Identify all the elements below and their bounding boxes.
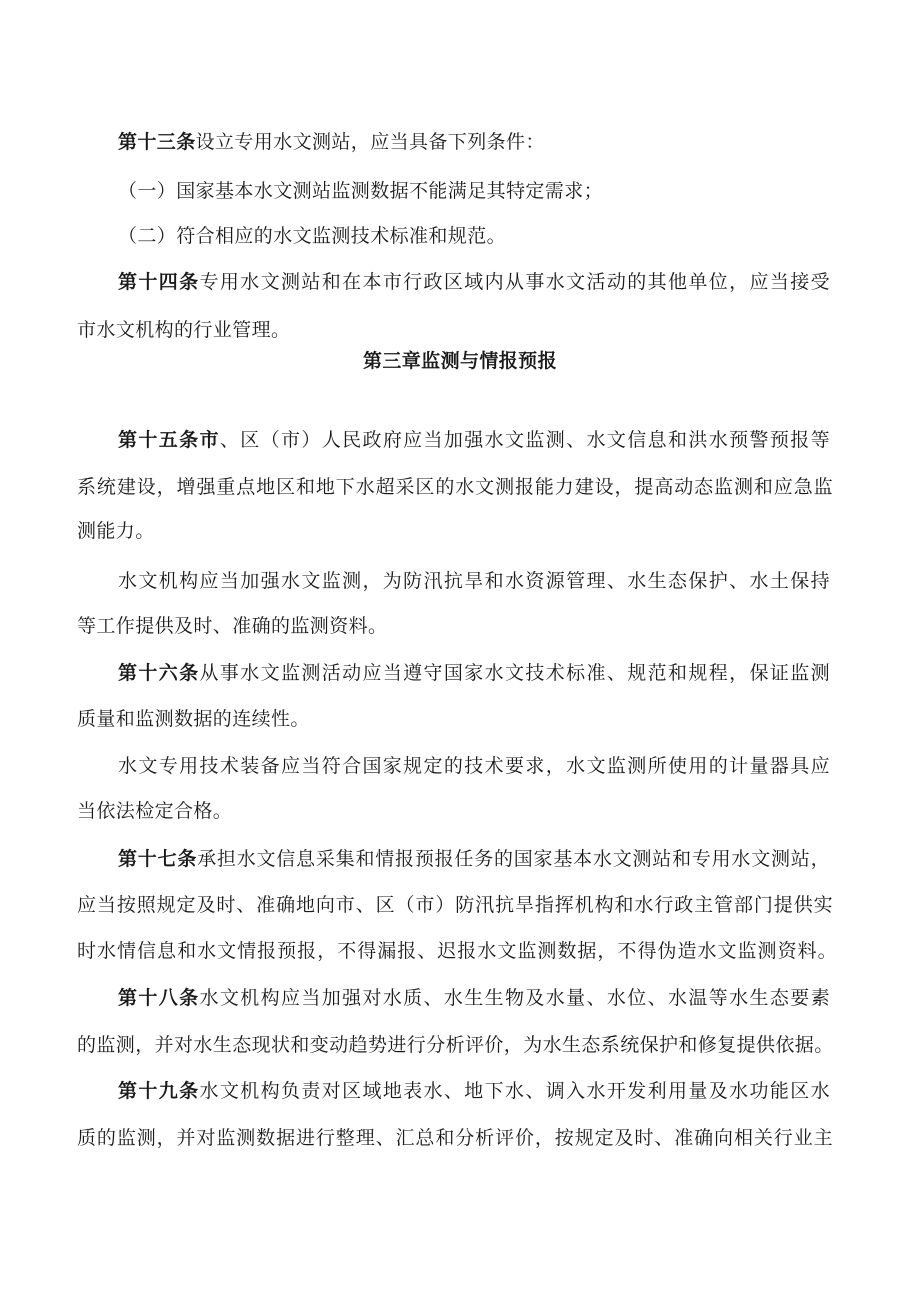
art15-line3: 测能力。 <box>77 520 155 542</box>
art13-text: 设立专用水文测站，应当具备下列条件： <box>195 131 545 153</box>
art18-line2: 的监测，并对水生态现状和变动趋势进行分析评价，为水生态系统保护和修复提供依据。 <box>77 1034 834 1056</box>
art13-label: 第十三条 <box>118 131 196 153</box>
art19-label: 第十九条 <box>118 1080 200 1102</box>
art13-item1: （一）国家基本水文测站监测数据不能满足其特定需求； <box>118 180 604 202</box>
art15-p2-line2: 等工作提供及时、准确的监测资料。 <box>77 615 388 637</box>
art15-p2-line1: 水文机构应当加强水文监测，为防汛抗旱和水资源管理、水生态保护、水土保持 <box>118 570 830 592</box>
art14-line1 <box>118 268 830 296</box>
art15-label: 第十五条市 <box>118 429 220 451</box>
art17-line3: 时水情信息和水文情报预报，不得漏报、迟报水文监测数据，不得伪造水文监测资料。 <box>77 940 837 962</box>
art17-line2: 应当按照规定及时、准确地向市、区（市）防汛抗旱指挥机构和水行政主管部门提供实 <box>77 894 833 916</box>
art18-text-1: 水文机构应当加强对水质、水生生物及水量、水位、水温等水生态要素 <box>199 987 830 1009</box>
art16-label: 第十六条 <box>118 662 200 684</box>
art16-p2-line1: 水文专用技术装备应当符合国家规定的技术要求，水文监测所使用的计量器具应 <box>118 755 830 777</box>
art19-line2: 质的监测，并对监测数据进行整理、汇总和分析评价，按规定及时、准确向相关行业主 <box>77 1127 833 1149</box>
art16-line2: 质量和监测数据的连续性。 <box>77 708 310 730</box>
art15-line1 <box>118 426 830 454</box>
art19-line1 <box>118 1077 830 1105</box>
art15-text-1: 、区（市）人民政府应当加强水文监测、水文信息和洪水预警预报等 <box>219 429 830 451</box>
art16-text-1: 从事水文监测活动应当遵守国家水文技术标准、规范和规程，保证监测 <box>199 662 830 684</box>
art16-p2-line2: 当依法检定合格。 <box>77 800 233 822</box>
art13-item2: （二）符合相应的水文监测技术标准和规范。 <box>118 225 507 247</box>
art18-line1 <box>118 984 830 1012</box>
art14-label: 第十四条 <box>118 271 200 293</box>
art15-line2: 系统建设，增强重点地区和地下水超采区的水文测报能力建设，提高动态监测和应急监 <box>77 476 833 498</box>
art18-label: 第十八条 <box>118 987 200 1009</box>
art13-paragraph <box>118 128 545 156</box>
art17-text-1: 承担水文信息采集和情报预报任务的国家基本水文测站和专用水文测站， <box>197 848 830 870</box>
chapter-heading: 第三章监测与情报预报 <box>362 350 557 372</box>
art17-line1 <box>118 845 830 873</box>
art14-text-1: 专用水文测站和在本市行政区域内从事水文活动的其他单位，应当接受 <box>199 271 830 293</box>
art14-line2: 市水文机构的行业管理。 <box>77 319 291 341</box>
art17-label: 第十七条 <box>118 848 198 870</box>
art16-line1 <box>118 659 830 687</box>
art19-text-1: 水文机构负责对区域地表水、地下水、调入水开发利用量及水功能区水 <box>199 1080 830 1102</box>
